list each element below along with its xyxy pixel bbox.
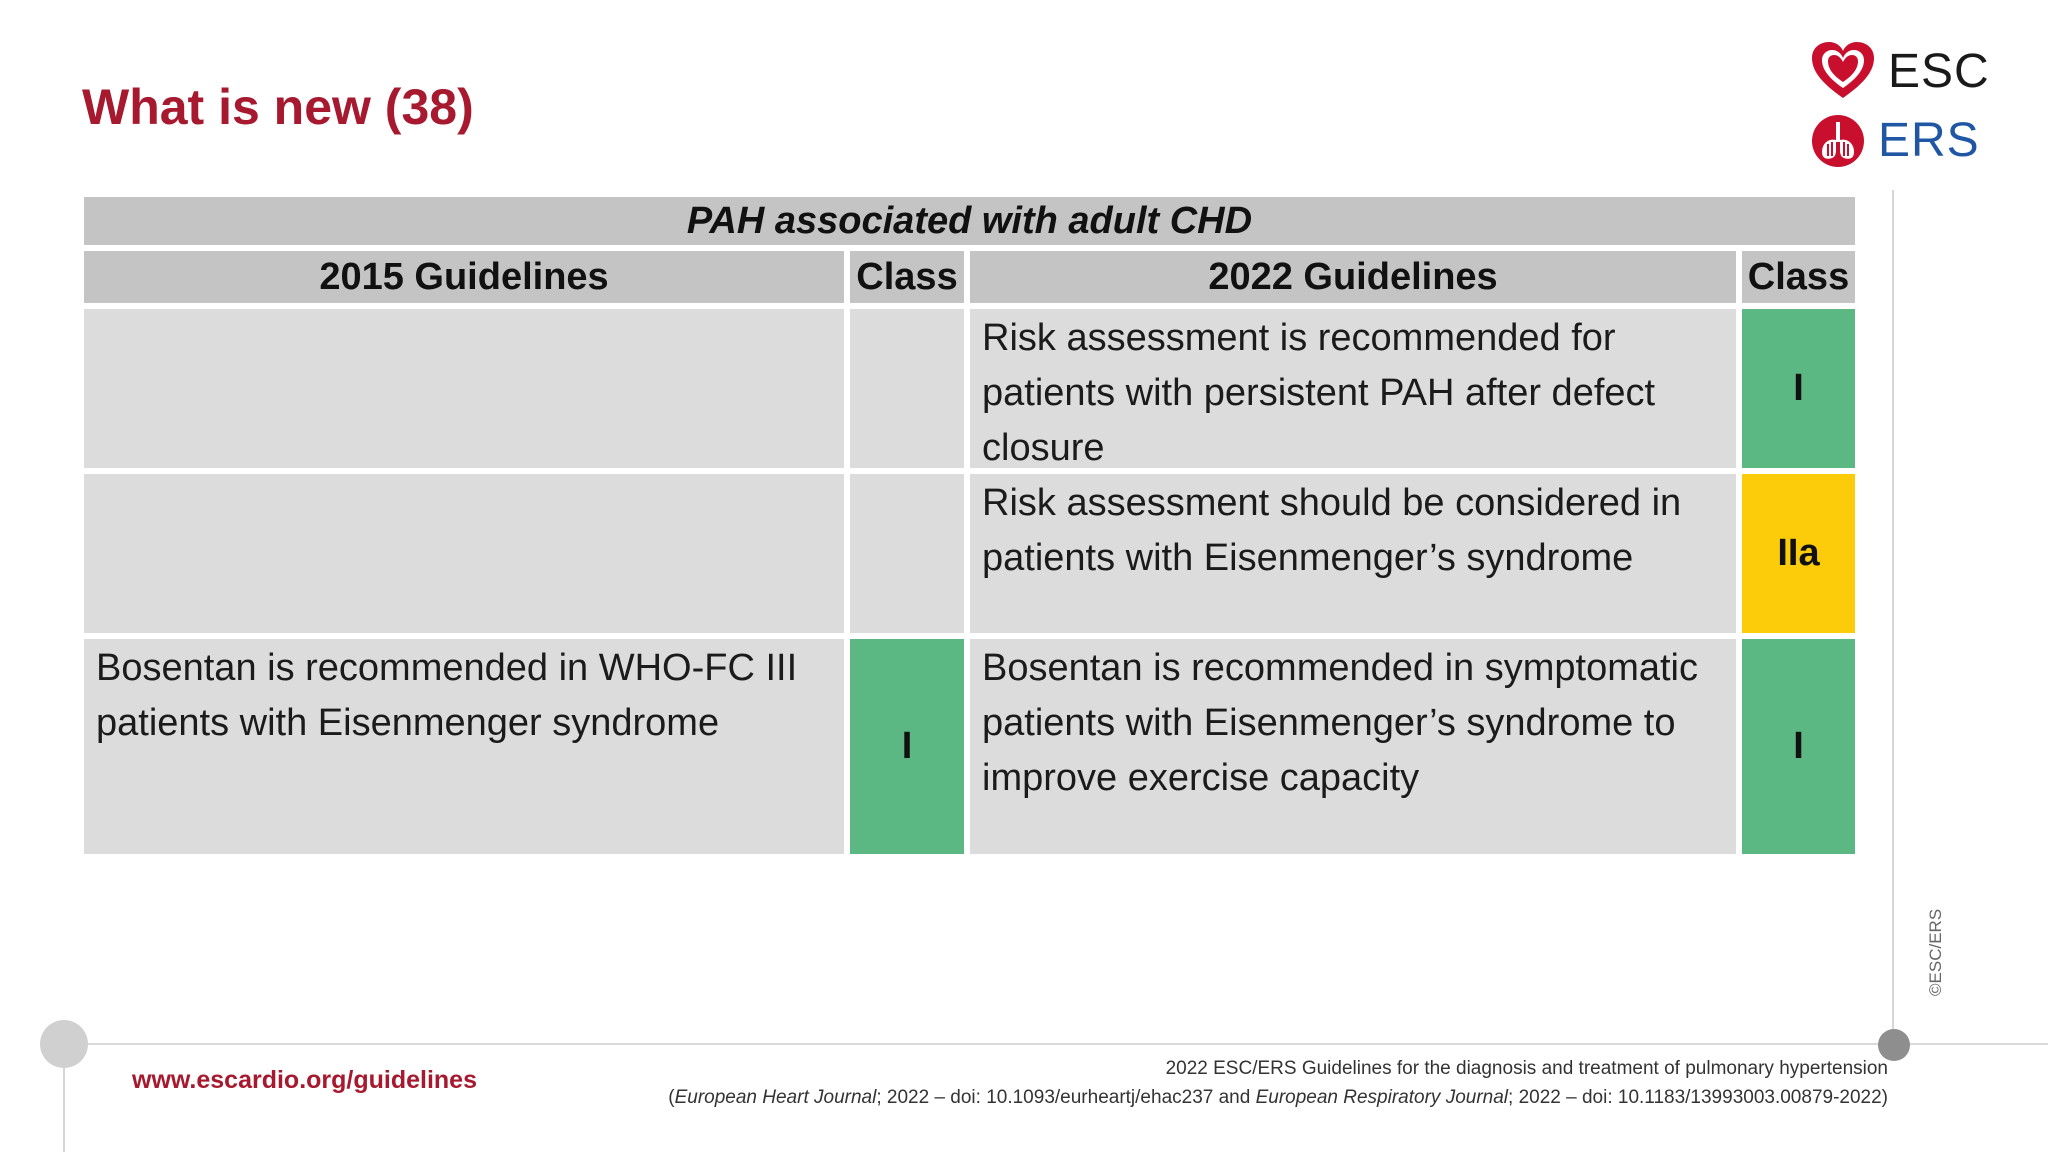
slide-title: What is new (38) <box>82 79 474 135</box>
row1-2015-text <box>84 309 844 468</box>
cite-journal2: European Respiratory Journal <box>1255 1087 1509 1108</box>
left-guide-dot <box>40 1020 88 1068</box>
row1-2022-text: Risk assessment is recommended for patients with persistent PAH after defect closure <box>970 309 1736 468</box>
row2-2022-class-badge: IIa <box>1742 474 1855 633</box>
cite-open: ( <box>668 1087 675 1108</box>
lungs-icon <box>1810 114 1866 168</box>
row1-2022-class-badge: I <box>1742 309 1855 468</box>
row2-2015-class <box>850 474 964 633</box>
copyright-text: ©ESC/ERS <box>1926 908 1945 996</box>
cite-journal1: European Heart Journal <box>674 1087 877 1108</box>
citation <box>668 1054 1888 1112</box>
guidelines-link[interactable]: www.escardio.org/guidelines <box>132 1066 477 1094</box>
heart-icon <box>1810 40 1876 102</box>
row1-2015-class <box>850 309 964 468</box>
citation-line1: 2022 ESC/ERS Guidelines for the diagnosis and treatment of pulmonary hypertension <box>1165 1058 1888 1079</box>
header-2015-class: Class <box>850 251 964 303</box>
ers-logo-text: ERS <box>1878 114 1980 167</box>
esc-logo <box>1810 40 1990 102</box>
row3-2015-class-badge: I <box>850 639 964 854</box>
row3-2015-text: Bosentan is recommended in WHO-FC III patients with Eisenmenger syndrome <box>84 639 844 854</box>
cite-mid: ; 2022 – doi: 10.1093/eurheartj/ehac237 and <box>876 1087 1256 1108</box>
right-guide-line <box>1892 190 1894 1040</box>
row2-2022-text: Risk assessment should be considered in patients with Eisenmenger’s syndrome <box>970 474 1736 633</box>
row3-2022-text: Bosentan is recommended in symptomatic patients with Eisenmenger’s syndrome to improve exercise capacity <box>970 639 1736 854</box>
ers-logo <box>1810 113 1980 168</box>
table-title: PAH associated with adult CHD <box>84 197 1855 245</box>
row3-2022-class-badge: I <box>1742 639 1855 854</box>
guidelines-table <box>84 197 1851 854</box>
cite-end: ; 2022 – doi: 10.1183/13993003.00879-2022) <box>1508 1087 1888 1108</box>
header-2015-guidelines: 2015 Guidelines <box>84 251 844 303</box>
footer-divider <box>64 1043 2048 1045</box>
citation-line2 <box>668 1083 1888 1112</box>
row2-2015-text <box>84 474 844 633</box>
esc-logo-text: ESC <box>1888 44 1990 98</box>
header-2022-guidelines: 2022 Guidelines <box>970 251 1736 303</box>
header-2022-class: Class <box>1742 251 1855 303</box>
